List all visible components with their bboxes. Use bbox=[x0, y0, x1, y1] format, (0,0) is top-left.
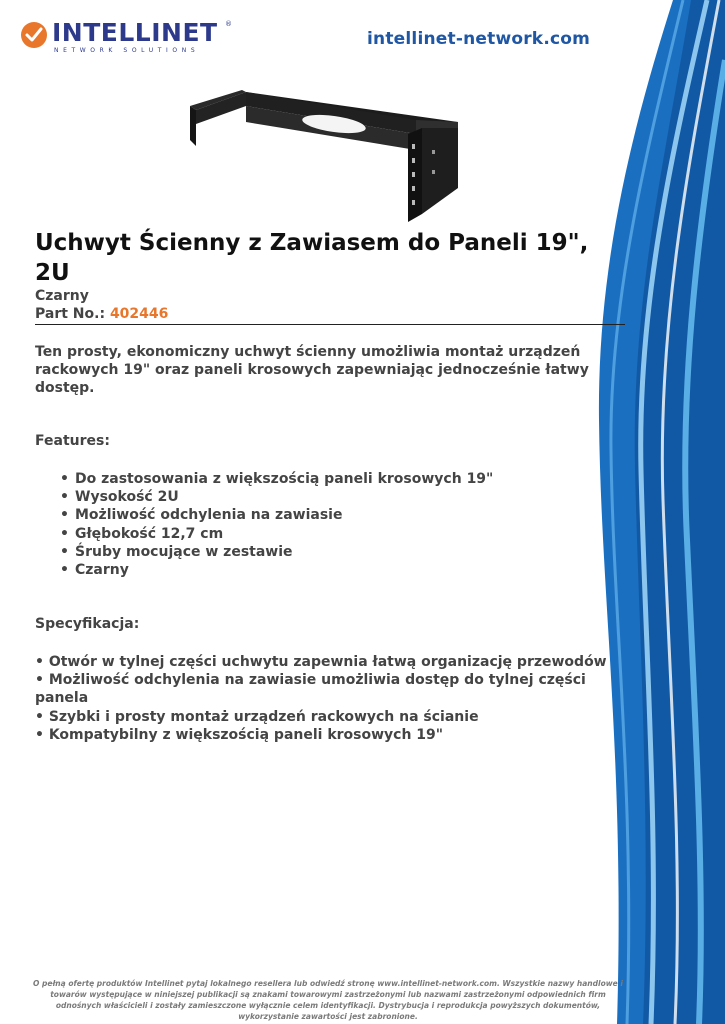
part-number-value: 402446 bbox=[109, 306, 169, 322]
feature-item: • Wysokość 2U bbox=[60, 489, 179, 506]
feature-item: • Czarny bbox=[60, 562, 129, 579]
feature-item: • Głębokość 12,7 cm bbox=[60, 525, 224, 542]
feature-item: • Możliwość odchylenia na zawiasie bbox=[60, 507, 343, 524]
bullet-icon: • bbox=[60, 507, 69, 524]
product-image bbox=[186, 84, 462, 226]
part-number-line bbox=[35, 306, 168, 322]
product-color: Czarny bbox=[35, 288, 89, 304]
brand-tagline: NETWORK SOLUTIONS bbox=[54, 47, 200, 54]
title-divider bbox=[35, 324, 625, 325]
bullet-icon: • bbox=[60, 543, 69, 560]
feature-item: • Do zastosowania z większością paneli krosowych 19" bbox=[60, 471, 494, 487]
bullet-icon: • bbox=[60, 471, 69, 487]
feature-item: • Śruby mocujące w zestawie bbox=[60, 543, 293, 560]
features-list bbox=[35, 470, 493, 579]
bullet-icon: • bbox=[60, 562, 69, 579]
website-link[interactable]: intellinet-network.com bbox=[367, 29, 591, 49]
brand-name: INTELLINET bbox=[52, 18, 218, 47]
brand-registered-mark: ® bbox=[225, 20, 232, 28]
spec-item: • Szybki i prosty montaż urządzeń rackowych na ścianie bbox=[35, 708, 479, 725]
specs-heading: Specyfikacja: bbox=[35, 616, 140, 632]
product-description: Ten prosty, ekonomiczny uchwyt ścienny umożliwia montaż urządzeń rackowych 19" oraz paneli krosowych zapewniając jednocześnie łatwy dostęp. bbox=[35, 344, 589, 396]
spec-item: • Otwór w tylnej części uchwytu zapewnia łatwą organizację przewodów bbox=[35, 654, 607, 670]
intellinet-logo-icon bbox=[20, 21, 48, 49]
specs-list bbox=[35, 653, 620, 744]
spec-item: • Możliwość odchylenia na zawiasie umożliwia dostęp do tylnej części panela bbox=[35, 672, 586, 707]
bullet-icon: • bbox=[60, 489, 69, 506]
spec-item: • Kompatybilny z większością paneli krosowych 19" bbox=[35, 726, 444, 743]
decorative-waves bbox=[595, 0, 725, 1024]
bullet-icon: • bbox=[60, 525, 69, 542]
footer-disclaimer: O pełną ofertę produktów Intellinet pytaj lokalnego resellera lub odwiedź stronę www.intellinet-network.com. Wszystkie nazwy handlowe i towarów występujące w niniejszej publikacji są znakami towarowymi zastrzeżonymi lub nazwami zastrzeżonymi odpowiednich firm odnośnych właścicieli i zostały zamieszczone wyłącznie celem identyfikacji. Dystrybucja i reprodukcja powyższych dokumentów, wykorzystanie zawartości jest zabronione. bbox=[33, 979, 623, 1021]
product-title: Uchwyt Ścienny z Zawiasem do Paneli 19", 2U bbox=[35, 230, 589, 286]
part-number-label: Part No.: bbox=[35, 306, 106, 322]
intellinet-logo bbox=[20, 18, 232, 58]
features-heading: Features: bbox=[35, 433, 110, 449]
